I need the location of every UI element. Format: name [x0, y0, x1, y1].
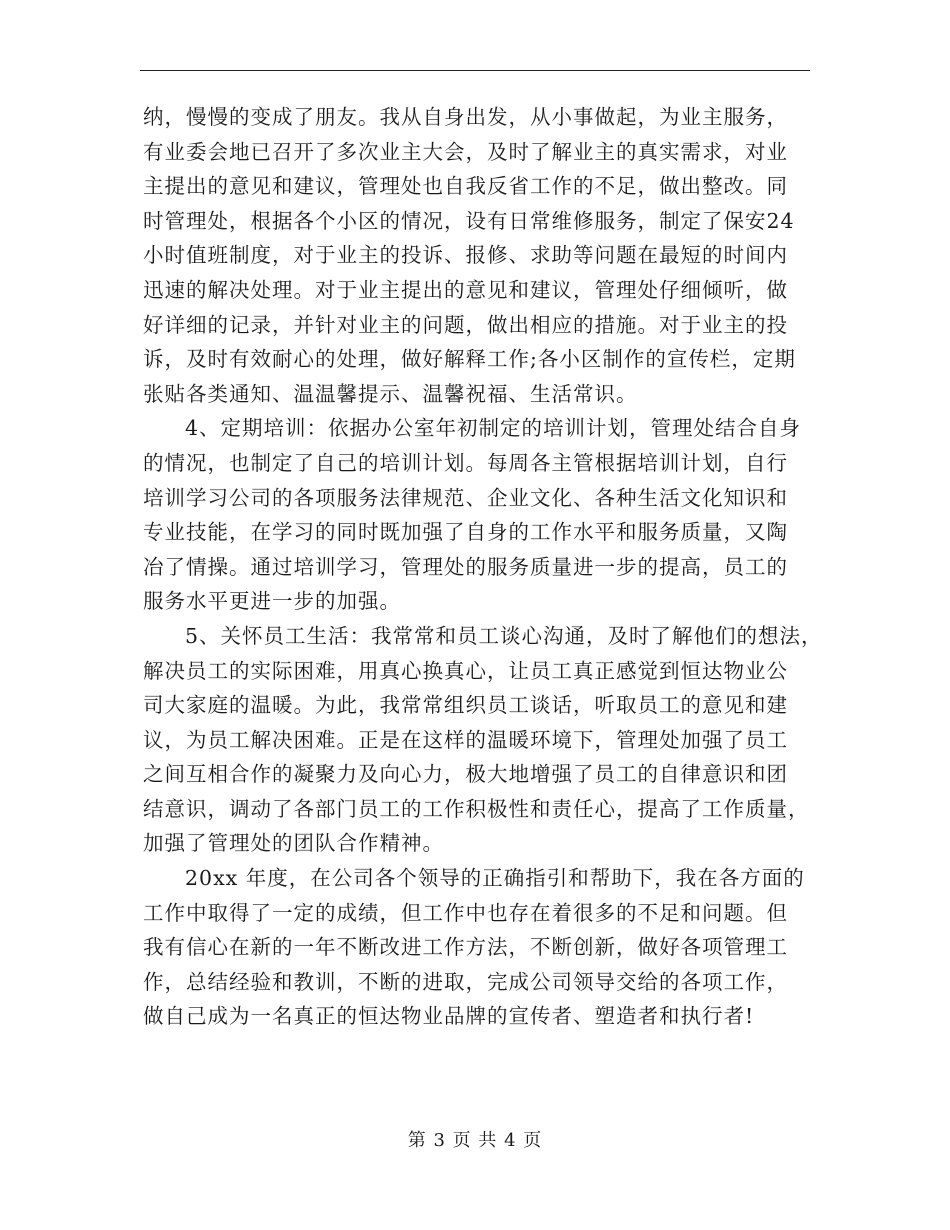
text-line: 时管理处，根据各个小区的情况，设有日常维修服务，制定了保安24 [143, 208, 795, 233]
text-line: 之间互相合作的凝聚力及向心力，极大地增强了员工的自律意识和团 [143, 762, 788, 787]
text-line: 加强了管理处的团队合作精神。 [143, 831, 444, 856]
header-rule [140, 70, 810, 71]
text-line: 迅速的解决处理。对于业主提出的意见和建议，管理处仔细倾听，做 [143, 277, 788, 302]
text-line: 服务水平更进一步的加强。 [143, 589, 401, 614]
text-line: 张贴各类通知、温温馨提示、温馨祝福、生活常识。 [143, 381, 638, 406]
text-line: 作，总结经验和教训，不断的进取，完成公司领导交给的各项工作， [143, 969, 788, 994]
text-line: 20xx 年度，在公司各个领导的正确指引和帮助下，我在各方面的 [185, 866, 805, 891]
text-line: 5、关怀员工生活：我常常和员工谈心沟通，及时了解他们的想法， [185, 623, 823, 648]
text-line: 我有信心在新的一年不断改进工作方法，不断创新，做好各项管理工 [143, 935, 788, 960]
text-line: 好详细的记录，并针对业主的问题，做出相应的措施。对于业主的投 [143, 312, 788, 337]
page-footer: 第 3 页 共 4 页 [407, 1130, 543, 1151]
text-line: 培训学习公司的各项服务法律规范、企业文化、各种生活文化知识和 [143, 485, 788, 510]
text-line: 纳，慢慢的变成了朋友。我从自身出发，从小事做起，为业主服务， [143, 105, 788, 129]
text-line: 有业委会地已召开了多次业主大会，及时了解业主的真实需求，对业 [143, 139, 788, 164]
text-line: 4、定期培训：依据办公室年初制定的培训计划，管理处结合自身 [185, 416, 802, 441]
text-line: 冶了情操。通过培训学习，管理处的服务质量进一步的提高，员工的 [143, 554, 788, 579]
paragraph [143, 100, 823, 411]
text-line: 的情况，也制定了自己的培训计划。每周各主管根据培训计划，自行 [143, 450, 788, 475]
paragraph [143, 411, 823, 619]
text-line: 诉，及时有效耐心的处理，做好解释工作;各小区制作的宣传栏，定期 [143, 347, 796, 372]
text-line: 结意识，调动了各部门员工的工作积极性和责任心，提高了工作质量， [143, 796, 810, 821]
text-line: 主提出的意见和建议，管理处也自我反省工作的不足，做出整改。同 [143, 174, 788, 199]
text-line: 做自己成为一名真正的恒达物业品牌的宣传者、塑造者和执行者! [143, 1004, 755, 1029]
text-line: 专业技能，在学习的同时既加强了自身的工作水平和服务质量，又陶 [143, 520, 788, 545]
text-line: 小时值班制度，对于业主的投诉、报修、求助等问题在最短的时间内 [143, 243, 788, 268]
paragraph [143, 619, 823, 861]
text-line: 工作中取得了一定的成绩，但工作中也存在着很多的不足和问题。但 [143, 900, 788, 925]
text-line: 解决员工的实际困难，用真心换真心，让员工真正感觉到恒达物业公 [143, 658, 788, 683]
text-line: 议，为员工解决困难。正是在这样的温暖环境下，管理处加强了员工 [143, 727, 788, 752]
text-line: 司大家庭的温暖。为此，我常常组织员工谈话，听取员工的意见和建 [143, 693, 788, 718]
document-body [143, 100, 823, 1034]
paragraph [143, 861, 823, 1034]
